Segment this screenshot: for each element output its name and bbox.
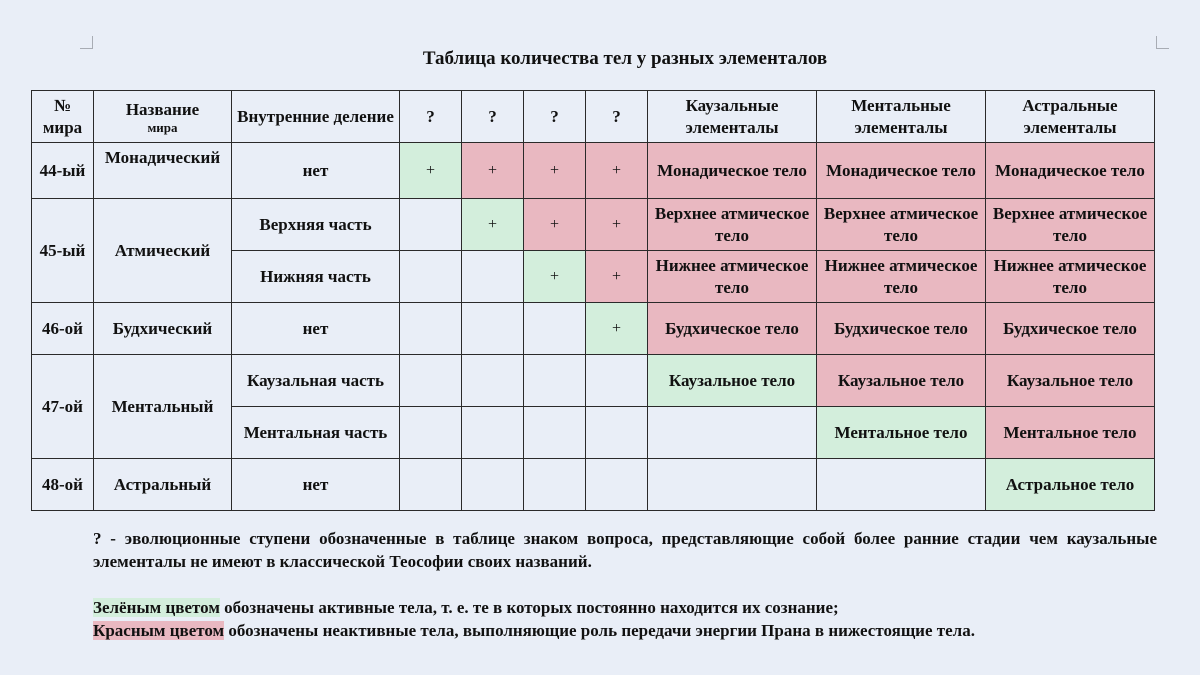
table-title: Таблица количества тел у разных элементалов [422,48,828,69]
header-causal: Каузальные элементалы [648,91,817,143]
elementals-table [31,90,1155,511]
cell-empty [648,407,817,459]
table-row [32,199,1155,251]
cell-empty [462,459,524,511]
cell-astral: Верхнее атмическое тело [986,199,1155,251]
cell-astral: Монадическое тело [986,143,1155,199]
world-division: Верхняя часть [232,199,400,251]
cell-empty [462,355,524,407]
cell-empty [462,407,524,459]
cell-empty [524,355,586,407]
cell-plus: + [462,143,524,199]
world-name: Ментальный [94,355,232,459]
cell-plus: + [586,199,648,251]
red-legend-text: обозначены неактивные тела, выполняющие роль передачи энергии Прана в нижестоящие тела. [224,621,975,640]
red-legend-label: Красным цветом [93,621,225,640]
table-row [32,459,1155,511]
cell-plus: + [586,251,648,303]
cell-empty [586,459,648,511]
header-world-name: Название мира [94,91,232,143]
world-number: 47-ой [32,355,94,459]
cell-empty [400,303,462,355]
cell-empty [462,251,524,303]
cell-empty [400,407,462,459]
cell-empty [462,303,524,355]
cell-empty [524,303,586,355]
world-division: нет [232,143,400,199]
world-name: Атмический [94,199,232,303]
cell-causal: Каузальное тело [648,355,817,407]
world-number: 46-ой [32,303,94,355]
header-world-number: № мира [32,91,94,143]
cell-empty [400,355,462,407]
cell-empty [648,459,817,511]
header-question-4: ? [586,91,648,143]
cell-causal: Верхнее атмическое тело [648,199,817,251]
header-question-1: ? [400,91,462,143]
cell-empty [586,355,648,407]
table-row [32,355,1155,407]
header-question-2: ? [462,91,524,143]
green-legend [93,596,1157,619]
table-row [32,303,1155,355]
world-number: 48-ой [32,459,94,511]
cell-empty [400,251,462,303]
cell-empty [586,407,648,459]
cell-empty [524,459,586,511]
cell-empty [817,459,986,511]
header-astral: Астральные элементалы [986,91,1155,143]
cell-mental: Ментальное тело [817,407,986,459]
table-row [32,143,1155,199]
world-division: Каузальная часть [232,355,400,407]
cell-empty [400,199,462,251]
cell-mental: Будхическое тело [817,303,986,355]
cell-causal: Будхическое тело [648,303,817,355]
cell-astral: Ментальное тело [986,407,1155,459]
cell-plus: + [524,199,586,251]
cell-empty [400,459,462,511]
green-legend-label: Зелёным цветом [93,598,220,617]
cell-plus: + [462,199,524,251]
world-division: Ментальная часть [232,407,400,459]
question-note: ? - эволюционные ступени обозначенные в таблице знаком вопроса, представляющие собой более ранние стадии чем каузальные элементалы не имеют в классической Теософии своих названий. [93,529,1157,571]
cell-astral: Будхическое тело [986,303,1155,355]
cell-causal: Монадическое тело [648,143,817,199]
cell-mental: Нижнее атмическое тело [817,251,986,303]
header-row [32,91,1155,143]
cell-plus: + [586,303,648,355]
cell-plus: + [400,143,462,199]
cell-plus: + [586,143,648,199]
header-question-3: ? [524,91,586,143]
world-number: 45-ый [32,199,94,303]
world-name: Астральный [94,459,232,511]
red-legend [93,619,1157,642]
world-name: Будхический [94,303,232,355]
cell-plus: + [524,251,586,303]
notes-section [93,527,1157,642]
cell-mental: Монадическое тело [817,143,986,199]
cell-astral: Астральное тело [986,459,1155,511]
cell-astral: Каузальное тело [986,355,1155,407]
green-legend-text: обозначены активные тела, т. е. те в которых постоянно находится их сознание; [219,598,839,617]
cell-empty [524,407,586,459]
world-number: 44-ый [32,143,94,199]
world-name: Монадический [94,143,232,199]
world-division: нет [232,459,400,511]
header-division: Внутренние деление [232,91,400,143]
cell-astral: Нижнее атмическое тело [986,251,1155,303]
cell-plus: + [524,143,586,199]
cell-mental: Каузальное тело [817,355,986,407]
cell-mental: Верхнее атмическое тело [817,199,986,251]
cell-causal: Нижнее атмическое тело [648,251,817,303]
world-division: нет [232,303,400,355]
world-division: Нижняя часть [232,251,400,303]
header-mental: Ментальные элементалы [817,91,986,143]
